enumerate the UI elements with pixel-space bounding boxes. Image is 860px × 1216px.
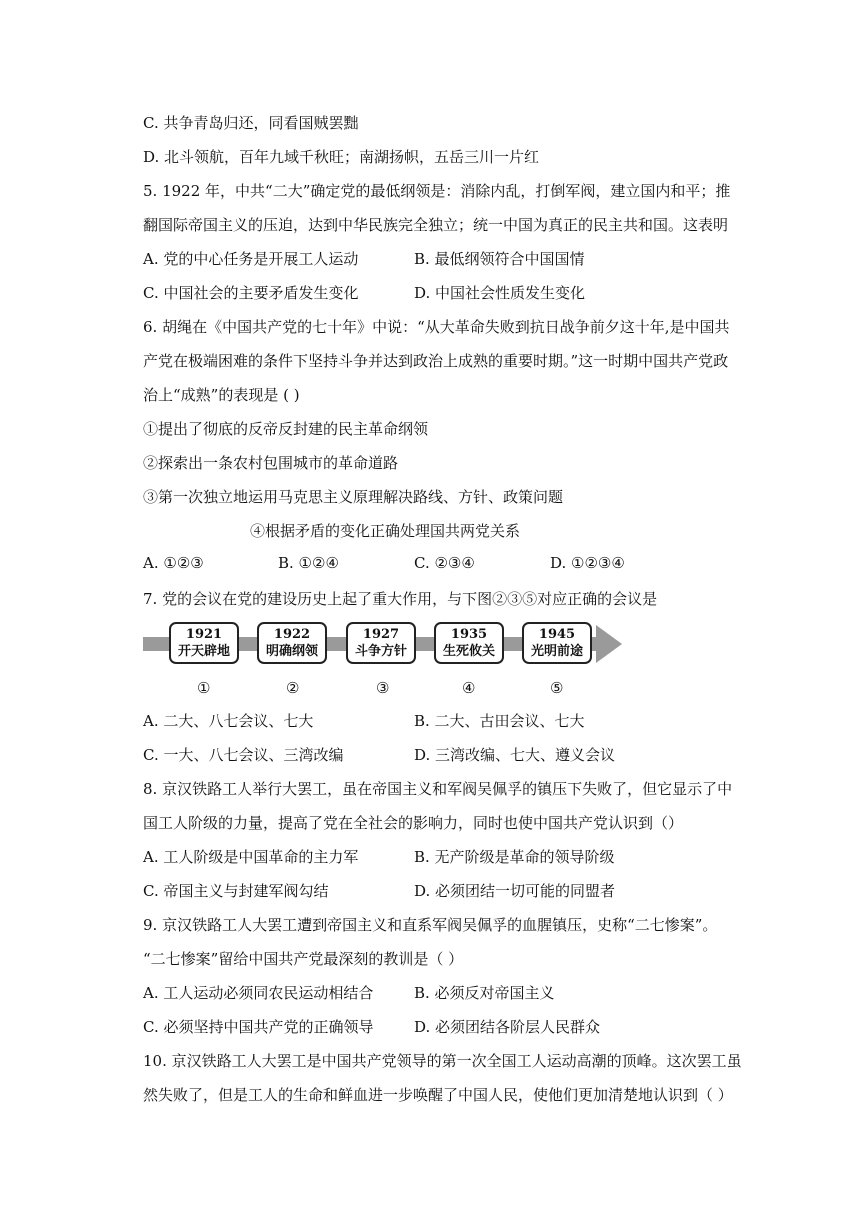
q8-option-b: B. 无产阶级是革命的领导阶级 <box>414 848 615 866</box>
q4-option-d: D. 北斗领航，百年九域千秋旺；南湖扬帜，五岳三川一片红 <box>143 148 540 166</box>
q10-stem-line-2: 然失败了，但是工人的生命和鲜血进一步唤醒了中国人民，使他们更加清楚地认识到（ ） <box>143 1086 733 1104</box>
q6-option-b: B. ①②④ <box>278 554 339 572</box>
q6-item-3: ③第一次独立地运用马克思主义原理解决路线、方针、政策问题 <box>143 488 564 506</box>
timeline-number-2: ② <box>286 679 300 697</box>
timeline-number-3: ③ <box>376 679 390 697</box>
q7-stem: 7. 党的会议在党的建设历史上起了重大作用，与下图②③⑤对应正确的会议是 <box>143 590 658 608</box>
timeline-box-1 <box>169 622 239 664</box>
timeline-label: 生死攸关 <box>442 644 495 659</box>
timeline-number-1: ① <box>197 679 211 697</box>
q8-option-a: A. 工人阶级是中国革命的主力军 <box>143 848 359 866</box>
q5-stem-line-1: 5. 1922 年，中共“二大”确定党的最低纲领是：消除内乱，打倒军阀，建立国内和平；推 <box>143 182 731 200</box>
q7-option-b: B. 二大、古田会议、七大 <box>414 712 585 730</box>
q10-stem-line-1: 10. 京汉铁路工人大罢工是中国共产党领导的第一次全国工人运动高潮的顶峰。这次罢工虽 <box>143 1052 742 1070</box>
q6-item-1: ①提出了彻底的反帝反封建的民主革命纲领 <box>143 420 429 438</box>
timeline-box-5 <box>522 622 592 664</box>
q8-option-c: C. 帝国主义与封建军阀勾结 <box>143 882 329 900</box>
q5-option-b: B. 最低纲领符合中国国情 <box>414 250 585 268</box>
q5-option-a: A. 党的中心任务是开展工人运动 <box>143 250 359 268</box>
q9-stem-line-1: 9. 京汉铁路工人大罢工遭到帝国主义和直系军阀吴佩孚的血腥镇压，史称“二七惨案”。 <box>143 916 718 934</box>
timeline-year: 1922 <box>273 627 311 642</box>
q6-option-d: D. ①②③④ <box>550 554 625 572</box>
q6-item-2: ②探索出一条农村包围城市的革命道路 <box>143 454 399 472</box>
q6-item-4: ④根据矛盾的变化正确处理国共两党关系 <box>250 522 521 540</box>
timeline-year: 1945 <box>538 627 576 642</box>
timeline-label: 明确纲领 <box>265 644 318 659</box>
q6-option-c: C. ②③④ <box>414 554 475 572</box>
q5-option-d: D. 中国社会性质发生变化 <box>414 284 586 302</box>
q4-option-c: C. 共争青岛归还，同看国贼罢黜 <box>143 114 359 132</box>
timeline-number-4: ④ <box>462 679 476 697</box>
q6-stem-line-1: 6. 胡绳在《中国共产党的七十年》中说：“从大革命失败到抗日战争前夕这十年,是中国共 <box>143 318 730 336</box>
q9-stem-line-2: “二七惨案”留给中国共产党最深刻的教训是（ ） <box>143 950 464 968</box>
timeline-box-2 <box>257 622 327 664</box>
q9-option-c: C. 必须坚持中国共产党的正确领导 <box>143 1018 374 1036</box>
q6-stem-line-3: 治上“成熟”的表现是 ( ) <box>143 386 300 404</box>
timeline-label: 斗争方针 <box>354 644 407 659</box>
q8-stem-line-1: 8. 京汉铁路工人举行大罢工，虽在帝国主义和军阀吴佩孚的镇压下失败了，但它显示了中 <box>143 780 733 798</box>
timeline-diagram <box>143 618 623 668</box>
timeline-year: 1927 <box>362 627 400 642</box>
q6-option-a: A. ①②③ <box>143 554 204 572</box>
q9-option-a: A. 工人运动必须同农民运动相结合 <box>143 984 374 1002</box>
timeline-year: 1935 <box>450 627 488 642</box>
q8-option-d: D. 必须团结一切可能的同盟者 <box>414 882 616 900</box>
timeline-number-5: ⑤ <box>550 679 564 697</box>
q9-option-b: B. 必须反对帝国主义 <box>414 984 555 1002</box>
q6-stem-line-2: 产党在极端困难的条件下坚持斗争并达到政治上成熟的重要时期。”这一时期中国共产党政 <box>143 352 729 370</box>
q7-option-d: D. 三湾改编、七大、遵义会议 <box>414 746 616 764</box>
q5-option-c: C. 中国社会的主要矛盾发生变化 <box>143 284 359 302</box>
timeline-year: 1921 <box>185 627 223 642</box>
q7-option-a: A. 二大、八七会议、七大 <box>143 712 314 730</box>
timeline-box-3 <box>346 622 416 664</box>
timeline-label: 开天辟地 <box>177 644 230 659</box>
timeline-box-4 <box>434 622 504 664</box>
timeline-label: 光明前途 <box>530 644 583 659</box>
q5-stem-line-2: 翻国际帝国主义的压迫，达到中华民族完全独立；统一中国为真正的民主共和国。这表明 <box>143 216 729 234</box>
timeline-arrow-head <box>596 625 622 663</box>
q9-option-d: D. 必须团结各阶层人民群众 <box>414 1018 601 1036</box>
q8-stem-line-2: 国工人阶级的力量，提高了党在全社会的影响力，同时也使中国共产党认识到（） <box>143 814 684 832</box>
q7-option-c: C. 一大、八七会议、三湾改编 <box>143 746 344 764</box>
